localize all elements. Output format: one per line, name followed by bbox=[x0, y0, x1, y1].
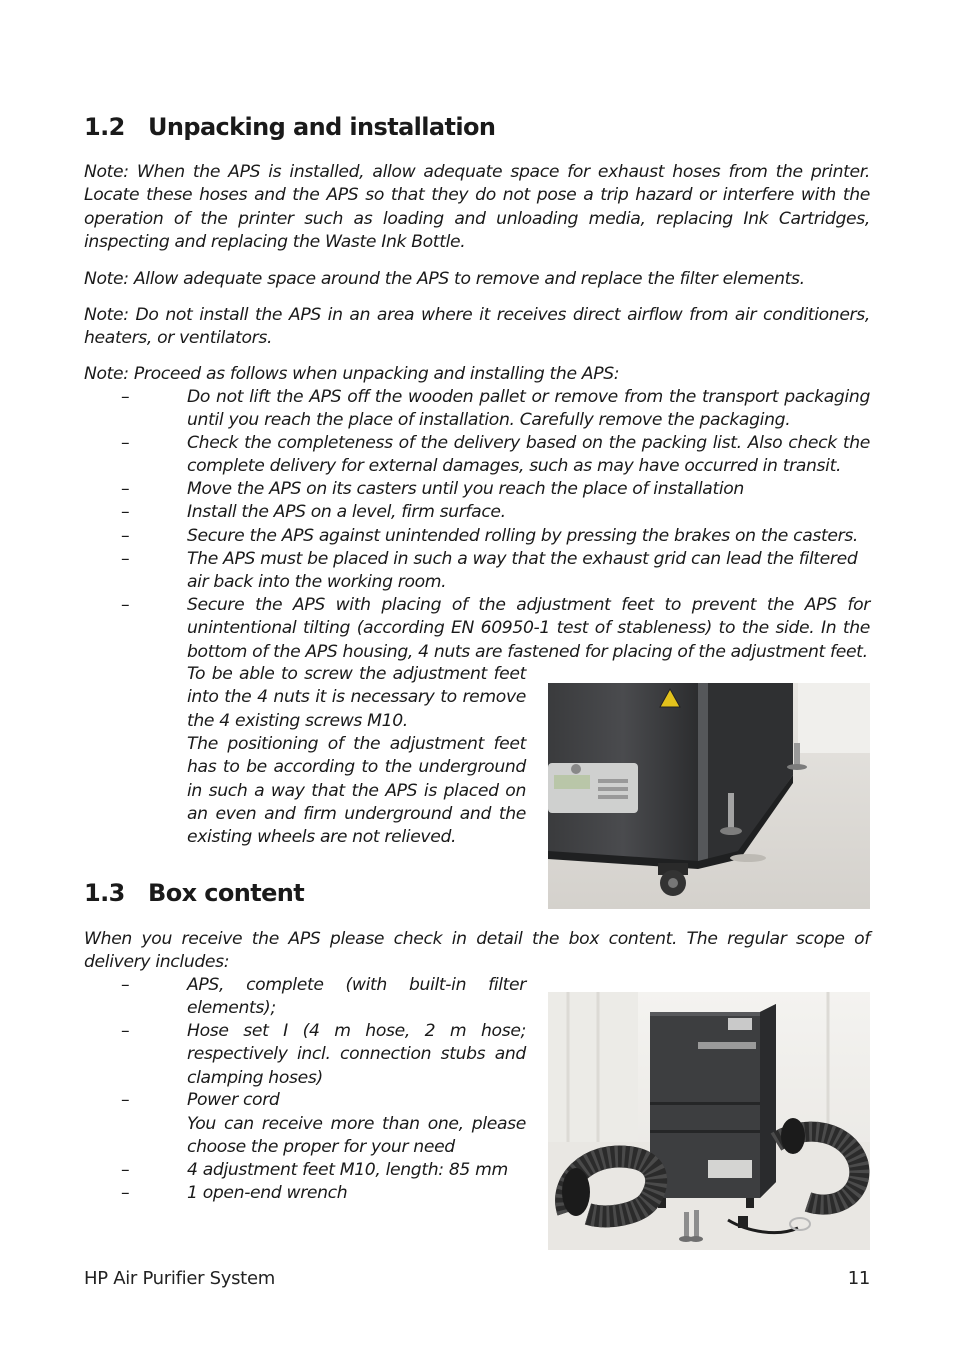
note-text: When the APS is installed, allow adequate space for exhaust hoses from the printer. Locate these hoses and the APS so that they do not pose a trip hazard or interfere with the operation of the printer such as loading and unloading media, replacing Ink Cartridges, inspecting and replacing the Waste Ink Bottle. bbox=[84, 162, 870, 252]
list-dash: – bbox=[121, 1090, 130, 1110]
list-dash: – bbox=[121, 1021, 130, 1041]
aps-base-illustration bbox=[548, 683, 870, 909]
list-item-text: Power cord bbox=[187, 1090, 280, 1110]
section-number: 1.3 bbox=[84, 879, 125, 907]
aps-base-photo bbox=[548, 683, 870, 909]
note-paragraph bbox=[84, 268, 870, 291]
list-dash: – bbox=[121, 387, 130, 407]
list-dash: – bbox=[121, 433, 130, 453]
list-item-text: Hose set I (4 m hose, 2 m hose; respectively incl. connection stubs and clamping hoses) bbox=[187, 1021, 526, 1088]
note-label: Note: bbox=[84, 364, 129, 384]
list-dash: – bbox=[121, 526, 130, 546]
list-item-text: APS, complete (with built-in filter elements); bbox=[187, 975, 526, 1019]
list-dash: – bbox=[121, 1183, 130, 1203]
list-item-text: Secure the APS with placing of the adjustment feet to prevent the APS for unintentional tilting (according EN 60950-1 test of stableness) to the side. In the bottom of the APS housing, 4 nuts are fastened for placing of the adjustment feet. bbox=[187, 595, 870, 662]
box-content-illustration bbox=[548, 992, 870, 1250]
note-text: Do not install the APS in an area where it receives direct airflow from air conditioners, heaters, or ventilators. bbox=[84, 305, 870, 349]
list-item-text: Install the APS on a level, firm surface. bbox=[187, 502, 506, 522]
note-label: Note: bbox=[84, 162, 129, 182]
box-content-photo bbox=[548, 992, 870, 1250]
note-text: Proceed as follows when unpacking and installing the APS: bbox=[133, 364, 620, 384]
list-dash: – bbox=[121, 479, 130, 499]
list-item-text: 4 adjustment feet M10, length: 85 mm bbox=[187, 1160, 508, 1180]
list-dash: – bbox=[121, 595, 130, 615]
note-paragraph bbox=[84, 304, 870, 351]
footer-document-title: HP Air Purifier System bbox=[84, 1268, 275, 1289]
section-title: Unpacking and installation bbox=[148, 113, 496, 141]
list-dash: – bbox=[121, 549, 130, 569]
list-item-text: Do not lift the APS off the wooden pallet or remove from the transport packaging until you reach the place of installation. Carefully remove the packaging. bbox=[187, 387, 870, 431]
section-heading-box-content bbox=[84, 879, 304, 907]
section-number: 1.2 bbox=[84, 113, 125, 141]
list-item-text: You can receive more than one, please choose the proper for your need bbox=[187, 1114, 526, 1158]
section-title: Box content bbox=[148, 879, 305, 907]
page-number: 11 bbox=[847, 1268, 870, 1289]
list-dash: – bbox=[121, 1160, 130, 1180]
list-dash: – bbox=[121, 975, 130, 995]
list-item-text: To be able to screw the adjustment feet into the 4 nuts it is necessary to remove the 4 existing screws M10. bbox=[187, 664, 526, 731]
note-paragraph bbox=[84, 161, 870, 254]
note-text: Allow adequate space around the APS to remove and replace the filter elements. bbox=[133, 269, 805, 289]
section-heading-unpacking bbox=[84, 113, 495, 141]
list-item-text: 1 open-end wrench bbox=[187, 1183, 348, 1203]
list-item-text: Check the completeness of the delivery based on the packing list. Also check the complete delivery for external damages, such as may have occurred in transit. bbox=[187, 433, 870, 477]
list-item-text: Secure the APS against unintended rolling by pressing the brakes on the casters. bbox=[187, 526, 859, 546]
list-item-text: The positioning of the adjustment feet has to be according to the underground in such a way that the APS is placed on an even and firm underground and the existing wheels are not relieved. bbox=[187, 734, 526, 848]
note-label: Note: bbox=[84, 305, 129, 325]
list-item-text: The APS must be placed in such a way that the exhaust grid can lead the filtered air back into the working room. bbox=[187, 549, 858, 593]
list-dash: – bbox=[121, 502, 130, 522]
note-label: Note: bbox=[84, 269, 129, 289]
note-paragraph bbox=[84, 363, 870, 386]
box-content-intro: When you receive the APS please check in detail the box content. The regular scope of delivery includes: bbox=[84, 929, 870, 973]
list-item-text: Move the APS on its casters until you reach the place of installation bbox=[187, 479, 744, 499]
